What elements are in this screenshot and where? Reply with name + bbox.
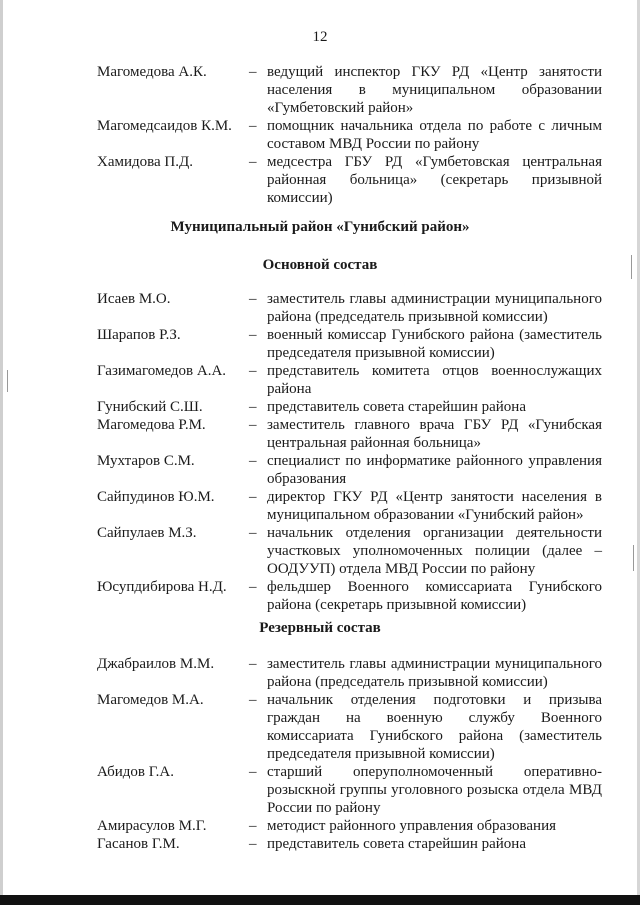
- member-entry: [97, 835, 602, 853]
- member-role: медсестра ГБУ РД «Гумбетовская центральная районная больница» (секретарь призывной комиссии): [267, 154, 602, 206]
- entry-dash: –: [249, 764, 257, 780]
- member-role: старший оперуполномоченный оперативно-розыскной группы уголовного розыска отдела МВД России по району: [267, 764, 602, 816]
- member-name: Магомедсаидов К.М.: [97, 118, 232, 134]
- entry-dash: –: [249, 154, 257, 170]
- member-entry: [97, 488, 602, 524]
- member-entry: [97, 655, 602, 691]
- main-members-list: [97, 290, 602, 614]
- member-role: заместитель главы администрации муниципального района (председатель призывной комиссии): [267, 291, 602, 325]
- scan-bottom-edge: [0, 895, 640, 905]
- member-role: помощник начальника отдела по работе с личным составом МВД России по району: [267, 118, 602, 152]
- member-name: Магомедов М.А.: [97, 692, 204, 708]
- entry-dash: –: [249, 818, 257, 834]
- member-entry: [97, 524, 602, 578]
- member-role: начальник отделения подготовки и призыва граждан на военную службу Военного комиссариата Гунибского района (заместитель председателя призывной комиссии): [267, 692, 602, 762]
- member-entry: [97, 326, 602, 362]
- entry-dash: –: [249, 525, 257, 541]
- member-name: Амирасулов М.Г.: [97, 818, 207, 834]
- scan-left-edge: [0, 0, 3, 905]
- reserve-composition-heading: Резервный состав: [259, 620, 381, 636]
- entry-dash: –: [249, 417, 257, 433]
- entry-dash: –: [249, 363, 257, 379]
- district-heading: Муниципальный район «Гунибский район»: [170, 219, 470, 235]
- member-entry: [97, 452, 602, 488]
- entry-dash: –: [249, 64, 257, 80]
- member-name: Гунибский С.Ш.: [97, 399, 203, 415]
- member-name: Сайпулаев М.З.: [97, 525, 197, 541]
- member-name: Абидов Г.А.: [97, 764, 175, 780]
- entry-dash: –: [249, 453, 257, 469]
- member-entry: [97, 416, 602, 452]
- member-entry: [97, 578, 602, 614]
- member-entry: [97, 362, 602, 398]
- member-name: Магомедова Р.М.: [97, 417, 206, 433]
- member-entry: [97, 290, 602, 326]
- reserve-members-list: [97, 655, 602, 853]
- scan-mark: [633, 545, 634, 571]
- member-entry: [97, 691, 602, 763]
- scan-mark: [7, 370, 8, 392]
- member-role: фельдшер Военного комиссариата Гунибского района (секретарь призывной комиссии): [267, 579, 602, 613]
- member-role: представитель комитета отцов военнослужащих района: [267, 363, 602, 397]
- page-number: 12: [312, 29, 328, 45]
- member-name: Гасанов Г.М.: [97, 836, 180, 852]
- entry-dash: –: [249, 118, 257, 134]
- member-entry: [97, 63, 602, 117]
- main-composition-heading: Основной состав: [262, 257, 378, 273]
- entry-dash: –: [249, 327, 257, 343]
- member-entry: [97, 117, 602, 153]
- entry-dash: –: [249, 692, 257, 708]
- member-name: Шарапов Р.З.: [97, 327, 181, 343]
- member-entry: [97, 398, 602, 416]
- member-role: военный комиссар Гунибского района (заместитель председателя призывной комиссии): [267, 327, 602, 361]
- member-name: Магомедова А.К.: [97, 64, 207, 80]
- member-name: Хамидова П.Д.: [97, 154, 193, 170]
- top-members-list: [97, 63, 602, 207]
- member-name: Газимагомедов А.А.: [97, 363, 227, 379]
- member-entry: [97, 763, 602, 817]
- member-name: Юсупдибирова Н.Д.: [97, 579, 227, 595]
- member-role: директор ГКУ РД «Центр занятости населения в муниципальном образовании «Гунибский район»: [267, 489, 602, 523]
- member-name: Джабраилов М.М.: [97, 656, 215, 672]
- entry-dash: –: [249, 399, 257, 415]
- member-entry: [97, 817, 602, 835]
- member-name: Сайпудинов Ю.М.: [97, 489, 215, 505]
- entry-dash: –: [249, 836, 257, 852]
- entry-dash: –: [249, 489, 257, 505]
- member-role: представитель совета старейшин района: [267, 399, 526, 415]
- member-role: методист районного управления образования: [267, 818, 557, 834]
- member-role: заместитель главы администрации муниципального района (председатель призывной комиссии): [267, 656, 602, 690]
- member-role: заместитель главного врача ГБУ РД «Гунибская центральная районная больница»: [267, 417, 602, 451]
- member-role: начальник отделения организации деятельности участковых уполномоченных полиции (далее – ООДУУП) отдела МВД России по району: [267, 525, 602, 577]
- member-role: представитель совета старейшин района: [267, 836, 526, 852]
- member-entry: [97, 153, 602, 207]
- entry-dash: –: [249, 656, 257, 672]
- entry-dash: –: [249, 579, 257, 595]
- entry-dash: –: [249, 291, 257, 307]
- member-name: Исаев М.О.: [97, 291, 171, 307]
- member-role: ведущий инспектор ГКУ РД «Центр занятости населения в муниципальном образовании «Гумбетовский район»: [267, 64, 602, 116]
- member-role: специалист по информатике районного управления образования: [267, 453, 602, 487]
- member-name: Мухтаров С.М.: [97, 453, 195, 469]
